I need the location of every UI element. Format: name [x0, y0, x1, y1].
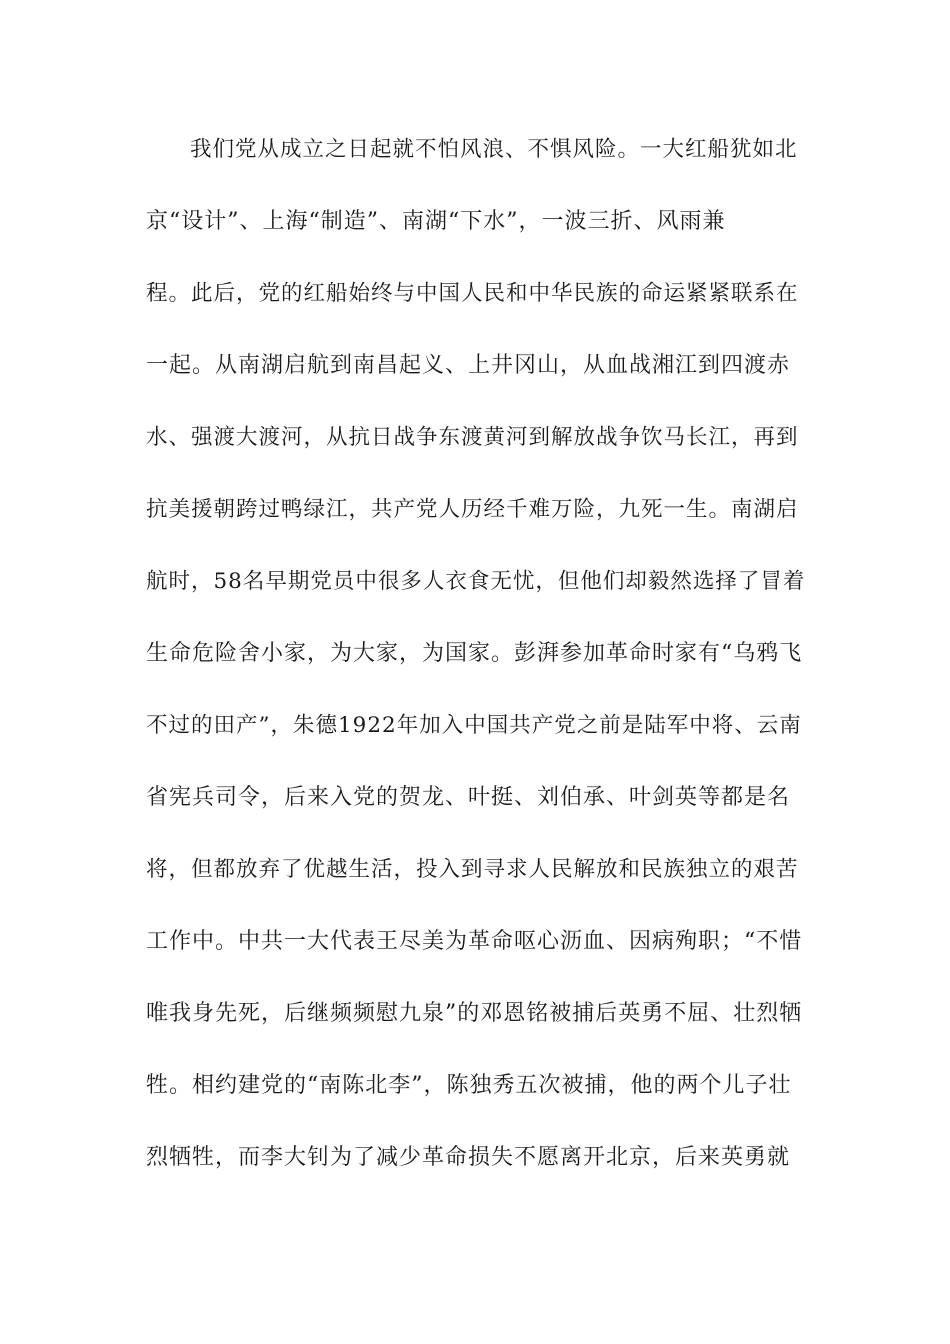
- text-line: 我们党从成立之日起就不怕风浪、不惧风险。一大红船犹如北: [190, 137, 798, 162]
- text-line: 不过的田产”，朱德1922年加入中国共产党之前是陆军中将、云南: [146, 713, 802, 738]
- text-line: 一起。从南湖启航到南昌起义、上井冈山，从血战湘江到四渡赤: [146, 353, 791, 378]
- text-line: 京“设计”、上海“制造”、南湖“下水”，一波三折、风雨兼: [146, 209, 726, 234]
- text-line: 抗美援朝跨过鸭绿江，共产党人历经千难万险，九死一生。南湖启: [146, 497, 799, 522]
- text-line: 水、强渡大渡河，从抗日战争东渡黄河到解放战争饮马长江，再到: [146, 425, 799, 450]
- text-line: 牲。相约建党的“南陈北李”，陈独秀五次被捕，他的两个儿子壮: [146, 1073, 792, 1098]
- text-line: 生命危险舍小家，为大家，为国家。彭湃参加革命时家有“乌鸦飞: [146, 641, 803, 666]
- text-line: 烈牺牲，而李大钊为了减少革命损失不愿离开北京，后来英勇就: [146, 1145, 791, 1170]
- text-line: 程。此后，党的红船始终与中国人民和中华民族的命运紧紧联系在: [146, 281, 799, 306]
- text-line: 将，但都放弃了优越生活，投入到寻求人民解放和民族独立的艰苦: [146, 857, 799, 882]
- text-line: 唯我身先死，后继频频慰九泉”的邓恩铭被捕后英勇不屈、壮烈牺: [146, 1001, 803, 1026]
- text-line: 航时，58名早期党员中很多人衣食无忧，但他们却毅然选择了冒着: [146, 569, 806, 594]
- text-line: 省宪兵司令，后来入党的贺龙、叶挺、刘伯承、叶剑英等都是名: [146, 785, 791, 810]
- text-line: 工作中。中共一大代表王尽美为革命呕心沥血、因病殉职；“不惜: [146, 929, 803, 954]
